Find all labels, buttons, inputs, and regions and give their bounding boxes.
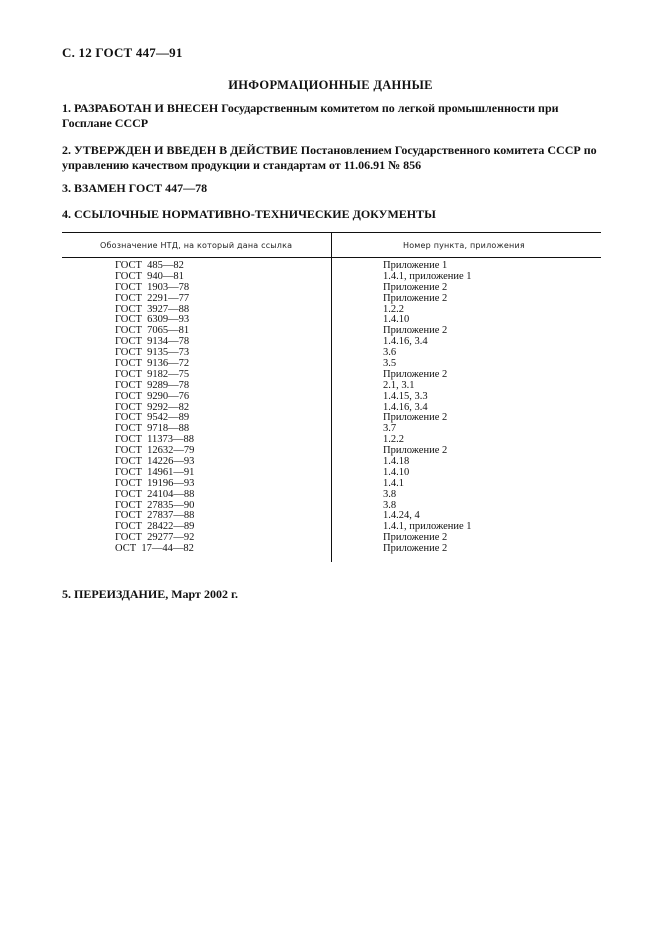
- document-designation-cell: ГОСТ 9182—75: [115, 368, 190, 380]
- document-designation-cell: ГОСТ 27835—90: [115, 499, 195, 511]
- clause-number-cell: 1.4.16, 3.4: [383, 401, 428, 413]
- clause-number-cell: Приложение 2: [383, 532, 448, 544]
- clause-number-cell: 2.1, 3.1: [383, 379, 415, 391]
- table-body: [62, 261, 601, 555]
- item-number: 4.: [62, 207, 71, 221]
- document-designation-cell: ГОСТ 9136—72: [115, 358, 190, 370]
- document-designation-cell: ГОСТ 27837—88: [115, 510, 195, 522]
- item-text: Март 2002 г.: [171, 587, 239, 601]
- column-header-clause: Номер пункта, приложения: [403, 241, 525, 250]
- item-number: 3.: [62, 181, 71, 195]
- document-designation-cell: ГОСТ 19196—93: [115, 477, 195, 489]
- document-designation-cell: ГОСТ 28422—89: [115, 521, 195, 533]
- info-item-5: [62, 587, 604, 602]
- document-designation-cell: ОСТ 17—44—82: [115, 543, 194, 555]
- clause-number-cell: 3.8: [383, 488, 397, 500]
- document-designation-cell: ГОСТ 2291—77: [115, 292, 190, 304]
- document-designation-cell: ГОСТ 9289—78: [115, 379, 190, 391]
- info-item-2: [62, 143, 604, 173]
- document-designation-cell: ГОСТ 14226—93: [115, 456, 195, 468]
- document-designation-cell: ГОСТ 9718—88: [115, 423, 190, 435]
- document-designation-cell: ГОСТ 3927—88: [115, 303, 190, 315]
- document-designation-cell: ГОСТ 29277—92: [115, 532, 195, 544]
- clause-number-cell: Приложение 2: [383, 368, 448, 380]
- clause-number-cell: 3.8: [383, 499, 397, 511]
- document-designation-cell: ГОСТ 14961—91: [115, 466, 195, 478]
- clause-number-cell: 3.7: [383, 423, 397, 435]
- clause-number-cell: Приложение 1: [383, 260, 448, 271]
- clause-number-cell: 1.4.1, приложение 1: [383, 270, 472, 282]
- document-designation-cell: ГОСТ 9290—76: [115, 390, 190, 402]
- item-text: Постановлением Государственного комитета СССР по управлению качеством продукции и стандартам от 11.06.91 № 856: [62, 143, 597, 172]
- document-designation-cell: ГОСТ 9135—73: [115, 347, 190, 359]
- clause-number-cell: 1.4.1, приложение 1: [383, 521, 472, 533]
- item-number: 5.: [62, 587, 71, 601]
- column-header-document: Обозначение НТД, на который дана ссылка: [100, 241, 293, 250]
- item-lead: ССЫЛОЧНЫЕ НОРМАТИВНО-ТЕХНИЧЕСКИЕ ДОКУМЕНТЫ: [74, 207, 436, 221]
- clause-number-cell: 1.4.16, 3.4: [383, 336, 428, 348]
- document-designation-cell: ГОСТ 12632—79: [115, 445, 195, 457]
- clause-number-cell: 1.4.24, 4: [383, 510, 420, 522]
- document-designation-cell: ГОСТ 9134—78: [115, 336, 190, 348]
- clause-number-cell: Приложение 2: [383, 281, 448, 293]
- clause-number-cell: Приложение 2: [383, 325, 448, 337]
- clause-number-cell: 1.4.10: [383, 466, 410, 478]
- clause-number-cell: 1.4.1: [383, 477, 404, 489]
- table-row: [62, 392, 601, 403]
- document-designation-cell: ГОСТ 6309—93: [115, 314, 190, 326]
- document-designation-cell: ГОСТ 1903—78: [115, 281, 190, 293]
- table-row: [62, 490, 601, 501]
- document-designation-cell: ГОСТ 24104—88: [115, 488, 195, 500]
- clause-number-cell: 1.2.2: [383, 434, 404, 446]
- document-designation-cell: ГОСТ 940—81: [115, 270, 184, 282]
- item-lead: УТВЕРЖДЕН И ВВЕДЕН В ДЕЙСТВИЕ: [74, 143, 298, 157]
- item-lead: РАЗРАБОТАН И ВНЕСЕН: [74, 101, 219, 115]
- clause-number-cell: 1.4.10: [383, 314, 410, 326]
- document-designation-cell: ГОСТ 11373—88: [115, 434, 195, 446]
- item-number: 1.: [62, 101, 71, 115]
- item-lead: ПЕРЕИЗДАНИЕ,: [74, 587, 169, 601]
- info-item-1: [62, 101, 604, 131]
- clause-number-cell: 3.6: [383, 347, 397, 359]
- item-text: Государственным комитетом по легкой промышленности при Госплане СССР: [62, 101, 559, 130]
- page-header: С. 12 ГОСТ 447—91: [62, 45, 183, 60]
- document-designation-cell: ГОСТ 7065—81: [115, 325, 190, 337]
- clause-number-cell: Приложение 2: [383, 445, 448, 457]
- clause-number-cell: 3.5: [383, 358, 397, 370]
- document-designation-cell: ГОСТ 9292—82: [115, 401, 190, 413]
- clause-number-cell: Приложение 2: [383, 292, 448, 304]
- document-designation-cell: ГОСТ 485—82: [115, 260, 184, 271]
- clause-number-cell: 1.2.2: [383, 303, 404, 315]
- clause-number-cell: Приложение 2: [383, 412, 448, 424]
- document-title: ИНФОРМАЦИОННЫЕ ДАННЫЕ: [228, 78, 433, 92]
- clause-number-cell: 1.4.18: [383, 456, 410, 468]
- table-row: [62, 294, 601, 305]
- info-item-3: [62, 181, 604, 196]
- info-item-4: [62, 207, 604, 222]
- item-lead: ВЗАМЕН ГОСТ 447—78: [74, 181, 208, 195]
- clause-number-cell: Приложение 2: [383, 543, 448, 555]
- item-number: 2.: [62, 143, 71, 157]
- clause-number-cell: 1.4.15, 3.3: [383, 390, 428, 402]
- document-designation-cell: ГОСТ 9542—89: [115, 412, 190, 424]
- table-row: [62, 544, 601, 555]
